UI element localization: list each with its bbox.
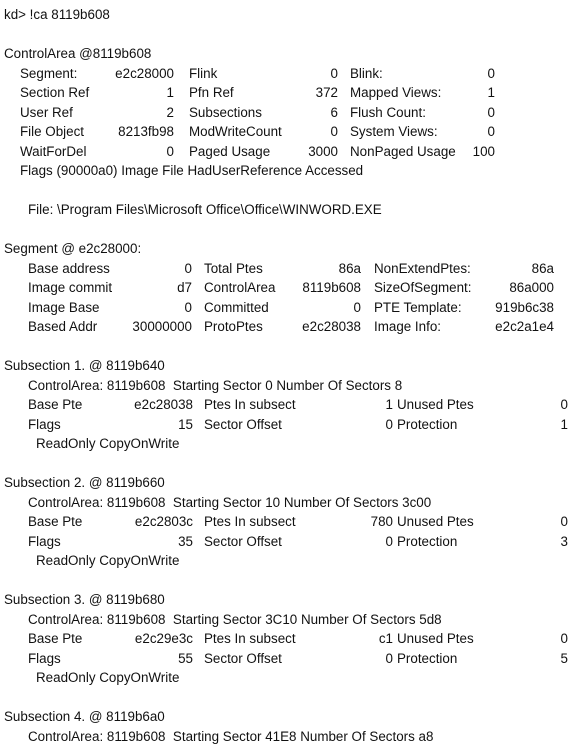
field-value: 0	[167, 142, 174, 162]
field-label: Flags	[28, 649, 61, 669]
control-area-row	[4, 64, 570, 84]
subsection-control-line	[4, 493, 570, 513]
field-label: Subsections	[189, 103, 262, 123]
field-value: c1	[379, 629, 393, 649]
field-label: ModWriteCount	[189, 122, 282, 142]
field-label: System Views:	[350, 122, 438, 142]
subsection-header	[4, 356, 570, 376]
subsection-attributes	[4, 434, 570, 454]
field-value: 1	[167, 83, 174, 103]
field-value: 1	[386, 395, 393, 415]
subsection-row	[4, 395, 570, 415]
field-label: ProtoPtes	[204, 317, 263, 337]
field-value: 55	[178, 649, 193, 669]
field-value: 0	[488, 122, 495, 142]
field-value: d7	[177, 278, 192, 298]
control-area-flags	[4, 161, 570, 181]
field-value: 1	[488, 83, 495, 103]
subsection-control-line	[4, 376, 570, 396]
field-label: Base Pte	[28, 512, 82, 532]
subsection-header-text: Subsection 2. @ 8119b660	[4, 473, 165, 493]
field-label: Flags	[28, 532, 61, 552]
subsection-row	[4, 512, 570, 532]
field-value: 0	[386, 649, 393, 669]
field-label: Sector Offset	[204, 532, 282, 552]
command-prompt-text: kd> !ca 8119b608	[4, 5, 110, 25]
field-value: e2c28038	[134, 395, 193, 415]
subsection-attributes-text: ReadOnly CopyOnWrite	[36, 668, 179, 688]
field-label: Unused Ptes	[397, 629, 474, 649]
field-value: e2c28000	[115, 64, 174, 84]
control-area-flags-text: Flags (90000a0) Image File HadUserReference Accessed	[20, 161, 363, 181]
subsection-attributes	[4, 551, 570, 571]
field-label: Image Base	[28, 298, 99, 318]
field-value: 919b6c38	[495, 298, 554, 318]
field-value: 0	[354, 298, 361, 318]
subsection-header-text: Subsection 3. @ 8119b680	[4, 590, 165, 610]
field-value: 780	[371, 512, 393, 532]
subsection-header-text: Subsection 4. @ 8119b6a0	[4, 707, 165, 727]
field-value: 2	[167, 103, 174, 123]
field-value: 372	[316, 83, 338, 103]
subsection-control-line-text: ControlArea: 8119b608 Starting Sector 41E8 Number Of Sectors a8	[28, 727, 433, 746]
field-label: Protection	[397, 649, 457, 669]
field-label: Ptes In subsect	[204, 395, 296, 415]
subsection-control-line	[4, 727, 570, 746]
field-label: Ptes In subsect	[204, 512, 296, 532]
field-label: Based Addr	[28, 317, 97, 337]
control-area-header	[4, 44, 570, 64]
subsection-row	[4, 532, 570, 552]
field-value: 30000000	[132, 317, 192, 337]
field-value: 86a000	[509, 278, 554, 298]
field-label: Flush Count:	[350, 103, 426, 123]
field-label: WaitForDel	[20, 142, 86, 162]
field-label: Sector Offset	[204, 415, 282, 435]
field-value: e2c29e3c	[135, 629, 193, 649]
field-value: 5	[561, 649, 568, 669]
control-area-row	[4, 83, 570, 103]
field-value: 1	[561, 415, 568, 435]
field-value: 0	[561, 395, 568, 415]
field-value: 35	[178, 532, 193, 552]
field-value: 0	[488, 64, 495, 84]
field-value: 15	[178, 415, 193, 435]
subsection-header	[4, 473, 570, 493]
field-value: 0	[331, 64, 338, 84]
field-label: Image Info:	[374, 317, 441, 337]
subsection-header	[4, 590, 570, 610]
field-label: Protection	[397, 532, 457, 552]
field-value: 86a	[532, 259, 554, 279]
subsection-control-line	[4, 610, 570, 630]
field-label: Total Ptes	[204, 259, 263, 279]
subsection-control-line-text: ControlArea: 8119b608 Starting Sector 0 Number Of Sectors 8	[28, 376, 402, 396]
field-label: Base address	[28, 259, 110, 279]
field-value: 0	[185, 259, 192, 279]
field-label: Pfn Ref	[189, 83, 234, 103]
field-label: Committed	[204, 298, 269, 318]
subsection-row	[4, 629, 570, 649]
field-value: 8213fb98	[118, 122, 174, 142]
field-label: Blink:	[350, 64, 383, 84]
field-label: Unused Ptes	[397, 395, 474, 415]
field-value: 86a	[339, 259, 361, 279]
field-label: Sector Offset	[204, 649, 282, 669]
segment-header	[4, 239, 570, 259]
control-area-row	[4, 142, 570, 162]
subsection-header	[4, 707, 570, 727]
field-label: File Object	[20, 122, 84, 142]
field-label: Segment:	[20, 64, 77, 84]
control-area-file-text: File: \Program Files\Microsoft Office\Office\WINWORD.EXE	[28, 200, 382, 220]
control-area-header-text: ControlArea @8119b608	[4, 44, 151, 64]
field-label: NonPaged Usage	[350, 142, 456, 162]
debugger-console-output	[4, 0, 570, 745]
control-area-row	[4, 103, 570, 123]
field-label: Ptes In subsect	[204, 629, 296, 649]
field-label: Section Ref	[20, 83, 89, 103]
segment-row	[4, 278, 570, 298]
field-label: Base Pte	[28, 629, 82, 649]
field-label: ControlArea	[204, 278, 275, 298]
control-area-file	[4, 200, 570, 220]
subsection-header-text: Subsection 1. @ 8119b640	[4, 356, 165, 376]
field-label: PTE Template:	[374, 298, 462, 318]
field-value: 100	[473, 142, 495, 162]
subsection-row	[4, 649, 570, 669]
subsection-attributes-text: ReadOnly CopyOnWrite	[36, 551, 179, 571]
control-area-row	[4, 122, 570, 142]
subsection-row	[4, 415, 570, 435]
subsection-attributes	[4, 668, 570, 688]
subsection-attributes-text: ReadOnly CopyOnWrite	[36, 434, 179, 454]
field-value: 0	[331, 122, 338, 142]
field-value: 0	[386, 532, 393, 552]
field-label: User Ref	[20, 103, 73, 123]
segment-row	[4, 317, 570, 337]
field-value: 6	[331, 103, 338, 123]
field-value: e2c28038	[302, 317, 361, 337]
field-value: 8119b608	[302, 278, 361, 298]
field-label: Flags	[28, 415, 61, 435]
segment-row	[4, 298, 570, 318]
field-label: NonExtendPtes:	[374, 259, 471, 279]
field-value: e2c2803c	[135, 512, 193, 532]
field-value: e2c2a1e4	[495, 317, 554, 337]
field-label: Protection	[397, 415, 457, 435]
field-value: 0	[386, 415, 393, 435]
field-label: Unused Ptes	[397, 512, 474, 532]
field-value: 0	[185, 298, 192, 318]
field-label: Mapped Views:	[350, 83, 441, 103]
subsection-control-line-text: ControlArea: 8119b608 Starting Sector 10 Number Of Sectors 3c00	[28, 493, 431, 513]
field-value: 0	[561, 629, 568, 649]
field-value: 3	[561, 532, 568, 552]
field-value: 3000	[308, 142, 338, 162]
field-label: SizeOfSegment:	[374, 278, 472, 298]
field-label: Base Pte	[28, 395, 82, 415]
field-label: Flink	[189, 64, 217, 84]
field-value: 0	[561, 512, 568, 532]
command-prompt	[4, 5, 570, 25]
subsection-control-line-text: ControlArea: 8119b608 Starting Sector 3C10 Number Of Sectors 5d8	[28, 610, 442, 630]
field-value: 0	[488, 103, 495, 123]
field-label: Paged Usage	[189, 142, 270, 162]
field-label: Image commit	[28, 278, 112, 298]
segment-header-text: Segment @ e2c28000:	[4, 239, 141, 259]
segment-row	[4, 259, 570, 279]
